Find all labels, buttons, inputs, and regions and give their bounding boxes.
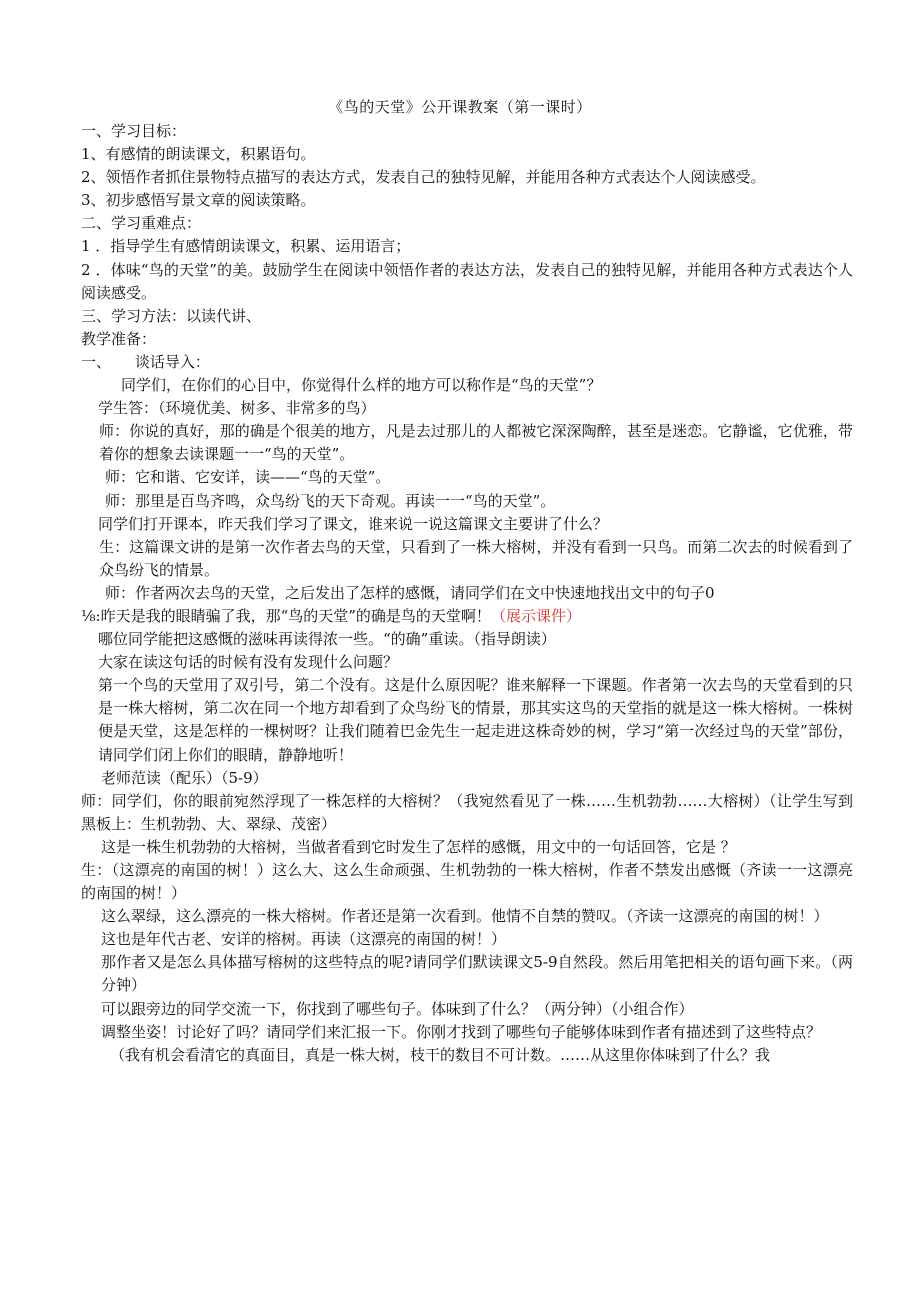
quote-text: ⅛:昨天是我的眼睛骗了我，那“鸟的天堂”的确是鸟的天堂啊！ (81, 606, 491, 625)
key-point-1: 1 ．指导学生有感情朗读课文，积累、运用语言； (81, 237, 411, 256)
paragraph: 学生答：（环境优美、树多、非常多的鸟） (98, 399, 376, 418)
document-title: 《鸟的天堂》公开课教案（第一课时） (328, 98, 592, 116)
paragraph: （我有机会看清它的真面目，真是一株大树，枝干的数目不可计数。……从这里你体味到了什么？我 (110, 1045, 771, 1064)
document-body (81, 120, 853, 1067)
key-point-2: 2 ．体味“鸟的天堂”的美。鼓励学生在阅读中领悟作者的表达方法，发表自己的独特见解，并能用各种方式表达个人阅读感受。 (81, 260, 853, 302)
paragraph: 这是一株生机勃勃的大榕树，当做者看到它时发生了怎样的感慨，用文中的一句话回答，它是 ？ (101, 837, 736, 856)
paragraph: 调整坐姿！讨论好了吗？请同学们来汇报一下。你刚才找到了哪些句子能够体味到作者有描述到了这些特点？ (101, 1022, 822, 1041)
show-courseware-note: （展示课件） (490, 606, 581, 625)
paragraph: 师：你说的真好，那的确是个很美的地方，凡是去过那儿的人都被它深深陶醉，甚至是迷恋。它静谧，它优雅，带着你的想象去读课题一一“鸟的天堂”。 (99, 422, 853, 464)
teaching-preparation: 教学准备： (81, 329, 157, 348)
goal-item-1: 1、有感情的朗读课文，积累语句。 (81, 145, 316, 164)
paragraph: 可以跟旁边的同学交流一下，你找到了哪些句子。体味到了什么？（两分钟）（小组合作） (101, 999, 694, 1018)
paragraph: 第一个鸟的天堂用了双引号，第二个没有。这是什么原因呢？谁来解释一下课题。作者第一次去鸟的天堂看到的只是一株大榕树，第二次在同一个地方却看到了众鸟纷飞的情景，那其实这鸟的天堂指的就是这一株大榕树。一株树便是天堂，这是怎样的一棵树呀？让我们随着巴金先生一起走进这株奇妙的树，学习“第一次经过鸟的天堂”部份，请同学们闭上你们的眼睛，静静地听！ (98, 676, 853, 764)
paragraph: 师：那里是百鸟齐鸣，众鸟纷飞的天下奇观。再读一一“鸟的天堂”。 (105, 491, 556, 510)
paragraph: 老师范读（配乐）（5-9） (101, 768, 268, 787)
paragraph: 生：（这漂亮的南国的树！）这么大、这么生命顽强、生机勃勃的一株大榕树，作者不禁发出感慨（齐读一一这漂亮的南国的树！） (81, 861, 853, 903)
paragraph: 这么翠绿，这么漂亮的一株大榕树。作者还是第一次看到。他情不自禁的赞叹。（齐读一这漂亮的南国的树！） (101, 907, 829, 926)
paragraph: 那作者又是怎么具体描写榕树的这些特点的呢?请同学们默读课文5-9自然段。然后用笔把相关的语句画下来。（两分钟） (101, 953, 853, 995)
section-heading-key-points: 二、学习重难点： (81, 214, 202, 233)
paragraph: 同学们打开课本，昨天我们学习了课文，谁来说一说这篇课文主要讲了什么？ (98, 514, 609, 533)
paragraph: 师：它和谐、它安详，读——“鸟的天堂”。 (105, 468, 391, 487)
paragraph: 哪位同学能把这感慨的滋味再读得浓一些。“的确”重读。（指导朗读） (98, 630, 556, 649)
paragraph: 同学们，在你们的心目中，你觉得什么样的地方可以称作是“鸟的天堂”？ (121, 376, 602, 395)
goal-item-3: 3、初步感悟写景文章的阅读策略。 (81, 191, 316, 210)
paragraph-quote (81, 605, 853, 628)
paragraph: 师：同学们，你的眼前宛然浮现了一株怎样的大榕树？（我宛然看见了一株……生机勃勃……大榕树）（让学生写到黑板上：生机勃勃、大、翠绿、茂密） (81, 791, 853, 833)
section-heading-goals: 一、学习目标： (81, 122, 187, 140)
paragraph: 生：这篇课文讲的是第一次作者去鸟的天堂，只看到了一株大榕树，并没有看到一只鸟。而第二次去的时候看到了众鸟纷飞的情景。 (99, 537, 853, 579)
section-heading-methods: 三、学习方法：以读代讲、 (81, 306, 262, 325)
paragraph: 师：作者两次去鸟的天堂，之后发出了怎样的感慨，请同学们在文中快速地找出文中的句子0 (105, 583, 715, 602)
goal-item-2: 2、领悟作者抓住景物特点描写的表达方式，发表自己的独特见解，并能用各种方式表达个人阅读感受。 (81, 168, 766, 187)
step-heading-intro: 一、 谈话导入： (81, 352, 210, 371)
paragraph: 大家在读这句话的时候有没有发现什么问题？ (98, 653, 399, 672)
paragraph: 这也是年代古老、安详的榕树。再读（这漂亮的南国的树！） (101, 930, 507, 949)
